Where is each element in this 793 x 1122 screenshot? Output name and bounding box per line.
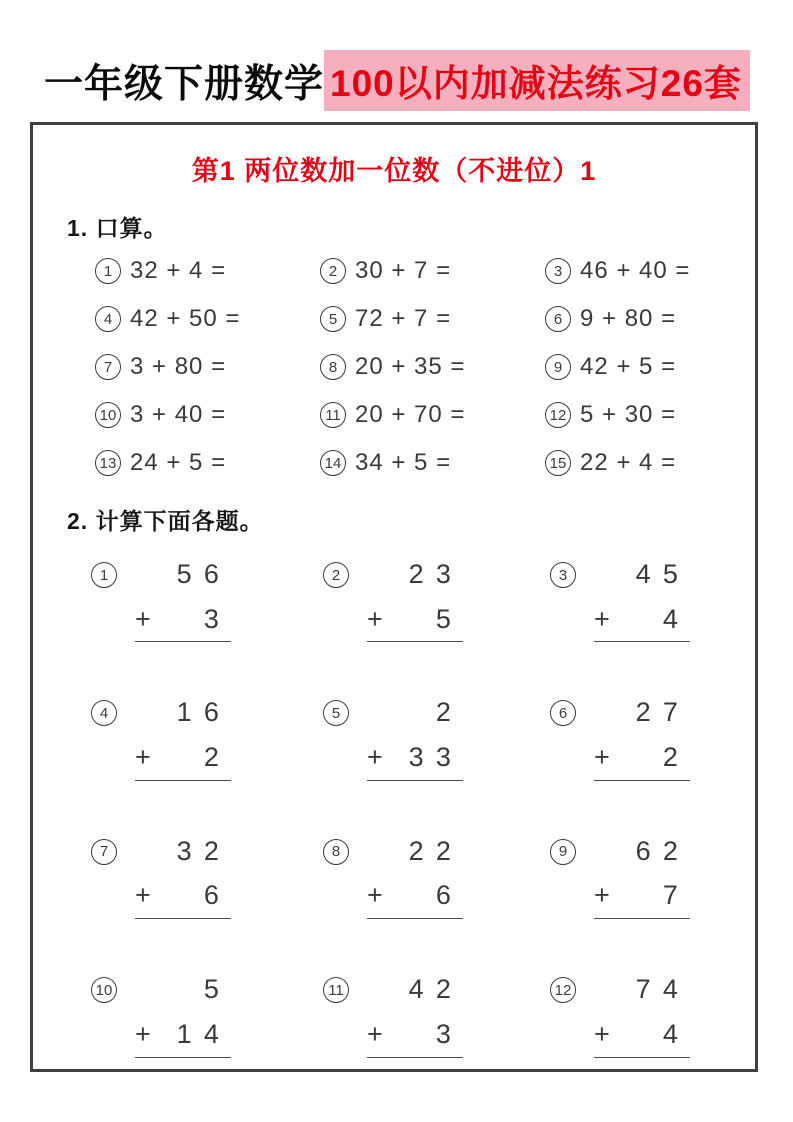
header-title-plain: 一年级下册数学 <box>44 62 325 106</box>
circled-number: 3 <box>545 258 571 284</box>
vertical-problem <box>323 837 550 919</box>
plus-sign: + <box>135 880 151 911</box>
bottom-addend: 3 <box>435 1018 463 1049</box>
top-addend: 32 <box>176 835 231 866</box>
top-addend: 23 <box>408 559 463 589</box>
bottom-row <box>367 605 463 635</box>
plus-sign: + <box>135 742 151 773</box>
vertical-problem <box>550 698 735 780</box>
top-addend: 62 <box>635 835 690 866</box>
vertical-problem-body <box>594 837 690 919</box>
bottom-row <box>594 743 690 773</box>
bottom-row <box>367 743 463 773</box>
bottom-addend: 4 <box>662 603 690 634</box>
circled-number: 7 <box>95 354 121 380</box>
circled-number: 5 <box>320 306 346 332</box>
bottom-addend: 33 <box>408 742 463 773</box>
bottom-addend: 3 <box>203 603 231 634</box>
oral-expression: 20 + 35 = <box>355 353 466 380</box>
oral-problem <box>545 449 735 477</box>
circled-number: 10 <box>91 977 117 1003</box>
oral-expression: 42 + 50 = <box>130 305 241 332</box>
circled-number: 5 <box>323 700 349 726</box>
circled-number: 8 <box>320 354 346 380</box>
vertical-problem-body <box>594 975 690 1057</box>
oral-problem <box>545 353 735 381</box>
bottom-row <box>135 1020 231 1050</box>
circled-number: 14 <box>320 450 346 476</box>
oral-problem <box>95 401 320 429</box>
circled-number: 1 <box>95 258 121 284</box>
top-addend: 27 <box>635 697 690 728</box>
bottom-addend: 6 <box>203 880 231 911</box>
circled-number: 11 <box>323 977 349 1003</box>
oral-expression: 46 + 40 = <box>580 257 691 284</box>
answer-line <box>135 641 231 642</box>
oral-expression: 24 + 5 = <box>130 449 227 476</box>
circled-number: 2 <box>320 258 346 284</box>
bottom-addend: 5 <box>435 603 463 634</box>
vertical-problems-grid <box>33 560 755 1058</box>
bottom-row <box>135 605 231 635</box>
oral-expression: 9 + 80 = <box>580 305 677 332</box>
oral-problems-grid <box>33 257 755 477</box>
circled-number: 11 <box>320 402 346 428</box>
circled-number: 4 <box>95 306 121 332</box>
oral-problem <box>320 257 545 285</box>
top-addend: 74 <box>635 974 690 1005</box>
vertical-problem-body <box>367 560 463 642</box>
bottom-addend: 4 <box>662 1018 690 1049</box>
answer-line <box>367 780 463 781</box>
circled-number: 12 <box>545 402 571 428</box>
plus-sign: + <box>135 1018 151 1049</box>
vertical-problem <box>550 975 735 1057</box>
oral-expression: 34 + 5 = <box>355 449 452 476</box>
vertical-problem <box>550 560 735 642</box>
circled-number: 10 <box>95 402 121 428</box>
top-addend: 5 <box>203 974 231 1005</box>
oral-problem <box>95 257 320 285</box>
answer-line <box>594 918 690 919</box>
top-addend: 22 <box>408 835 463 866</box>
bottom-row <box>594 881 690 911</box>
oral-problem <box>545 401 735 429</box>
circled-number: 1 <box>91 562 117 588</box>
plus-sign: + <box>594 880 610 911</box>
oral-problem <box>320 401 545 429</box>
circled-number: 15 <box>545 450 571 476</box>
answer-line <box>367 641 463 642</box>
oral-problem <box>320 353 545 381</box>
vertical-problem <box>91 837 323 919</box>
answer-line <box>594 780 690 781</box>
bottom-addend: 14 <box>176 1018 231 1049</box>
vertical-problem-body <box>367 698 463 780</box>
bottom-row <box>135 881 231 911</box>
bottom-addend: 2 <box>662 742 690 773</box>
circled-number: 3 <box>550 562 576 588</box>
answer-line <box>135 1057 231 1058</box>
oral-problem <box>320 449 545 477</box>
vertical-problem <box>323 698 550 780</box>
vertical-problem-body <box>135 698 231 780</box>
circled-number: 9 <box>550 839 576 865</box>
oral-expression: 30 + 7 = <box>355 257 452 284</box>
oral-expression: 72 + 7 = <box>355 305 452 332</box>
plus-sign: + <box>594 1018 610 1049</box>
circled-number: 13 <box>95 450 121 476</box>
bottom-addend: 7 <box>662 880 690 911</box>
section1-heading: 1. 口算。 <box>67 215 168 241</box>
plus-sign: + <box>594 742 610 773</box>
oral-expression: 3 + 40 = <box>130 401 227 428</box>
oral-expression: 5 + 30 = <box>580 401 677 428</box>
vertical-problem-body <box>594 560 690 642</box>
plus-sign: + <box>367 603 383 634</box>
oral-problem <box>95 353 320 381</box>
vertical-problem <box>323 975 550 1057</box>
answer-line <box>594 641 690 642</box>
top-addend: 2 <box>435 697 463 728</box>
header-title-highlighted: 100以内加减法练习26套 <box>324 50 750 111</box>
vertical-problem-body <box>367 975 463 1057</box>
plus-sign: + <box>367 742 383 773</box>
answer-line <box>135 780 231 781</box>
bottom-addend: 2 <box>203 742 231 773</box>
plus-sign: + <box>367 880 383 911</box>
oral-expression: 22 + 4 = <box>580 449 677 476</box>
answer-line <box>367 1057 463 1058</box>
plus-sign: + <box>135 603 151 634</box>
oral-expression: 42 + 5 = <box>580 353 677 380</box>
oral-problem <box>95 449 320 477</box>
oral-expression: 20 + 70 = <box>355 401 466 428</box>
vertical-problem <box>91 975 323 1057</box>
answer-line <box>367 918 463 919</box>
top-addend: 45 <box>635 559 690 589</box>
plus-sign: + <box>594 603 610 634</box>
worksheet-title: 第1 两位数加一位数（不进位）1 <box>191 156 597 186</box>
circled-number: 12 <box>550 977 576 1003</box>
bottom-row <box>594 605 690 635</box>
bottom-row <box>135 743 231 773</box>
oral-expression: 3 + 80 = <box>130 353 227 380</box>
oral-problem <box>545 257 735 285</box>
plus-sign: + <box>367 1018 383 1049</box>
bottom-row <box>594 1020 690 1050</box>
vertical-problem-body <box>135 560 231 642</box>
oral-problem <box>95 305 320 333</box>
section2-heading: 2. 计算下面各题。 <box>67 508 264 534</box>
oral-problem <box>545 305 735 333</box>
vertical-problem-body <box>135 837 231 919</box>
vertical-problem <box>323 560 550 642</box>
page-header <box>44 50 750 111</box>
vertical-problem <box>550 837 735 919</box>
bottom-row <box>367 1020 463 1050</box>
vertical-problem <box>91 560 323 642</box>
oral-expression: 32 + 4 = <box>130 257 227 284</box>
circled-number: 8 <box>323 839 349 865</box>
circled-number: 6 <box>545 306 571 332</box>
circled-number: 7 <box>91 839 117 865</box>
vertical-problem-body <box>594 698 690 780</box>
answer-line <box>135 918 231 919</box>
circled-number: 4 <box>91 700 117 726</box>
top-addend: 42 <box>408 974 463 1005</box>
vertical-problem-body <box>135 975 231 1057</box>
circled-number: 9 <box>545 354 571 380</box>
worksheet-frame <box>30 122 758 1072</box>
vertical-problem-body <box>367 837 463 919</box>
circled-number: 2 <box>323 562 349 588</box>
top-addend: 16 <box>176 697 231 728</box>
circled-number: 6 <box>550 700 576 726</box>
bottom-row <box>367 881 463 911</box>
answer-line <box>594 1057 690 1058</box>
oral-problem <box>320 305 545 333</box>
top-addend: 56 <box>176 559 231 589</box>
vertical-problem <box>91 698 323 780</box>
bottom-addend: 6 <box>435 880 463 911</box>
